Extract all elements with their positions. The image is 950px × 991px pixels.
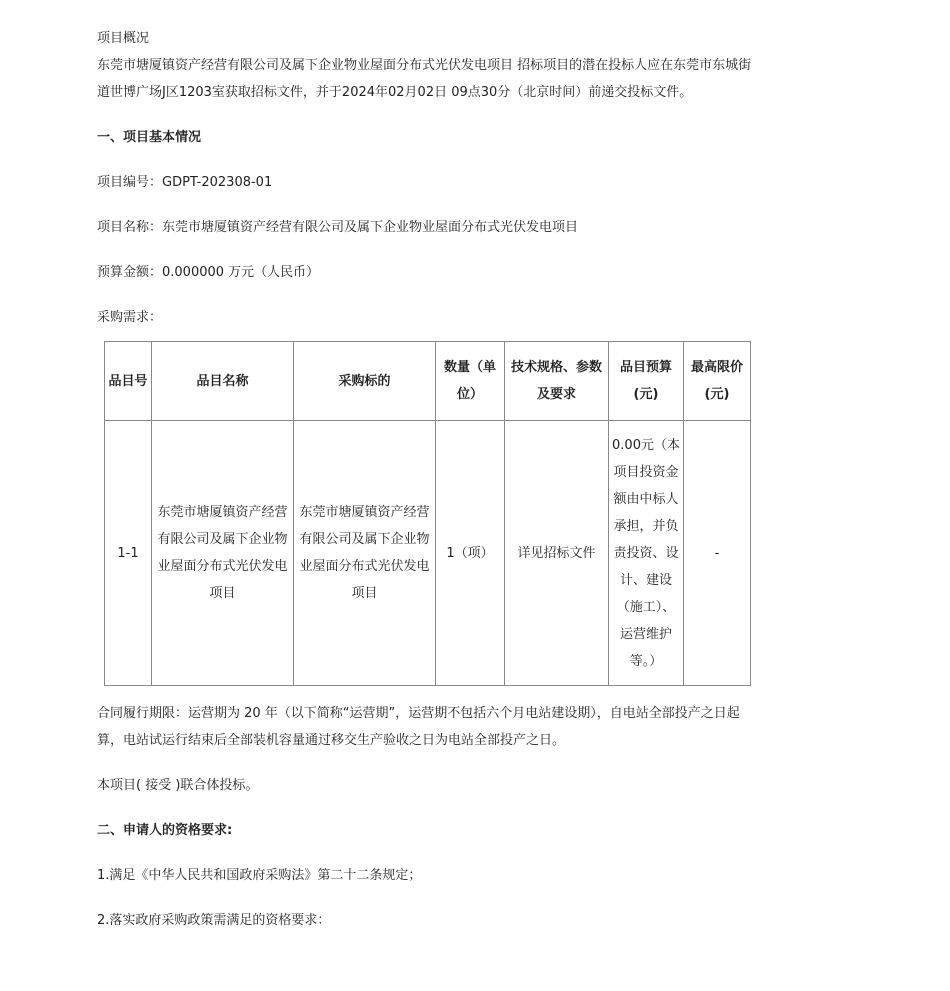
header-item-no: 品目号 (105, 342, 152, 421)
budget-amount: 预算金额：0.000000 万元（人民币） (97, 265, 320, 280)
cell-quantity: 1（项） (436, 421, 505, 686)
contract-period: 合同履行期限：运营期为 20 年（以下简称“运营期”，运营期不包括六个月电站建设期），自电站全部投产之日起算，电站试运行结束后全部装机容量通过移交生产验收之日为电站全部投产之日。 (97, 706, 740, 748)
header-quantity: 数量（单位） (436, 342, 505, 421)
table-row (105, 421, 751, 686)
header-item-name: 品目名称 (152, 342, 294, 421)
cell-item-no: 1-1 (105, 421, 152, 686)
procurement-demand-label: 采购需求： (97, 310, 163, 325)
cell-target: 东莞市塘厦镇资产经营有限公司及属下企业物业屋面分布式光伏发电项目 (294, 421, 436, 686)
project-number: 项目编号：GDPT-202308-01 (97, 175, 273, 190)
cell-item-name: 东莞市塘厦镇资产经营有限公司及属下企业物业屋面分布式光伏发电项目 (152, 421, 294, 686)
header-spec: 技术规格、参数及要求 (505, 342, 609, 421)
project-name: 项目名称：东莞市塘厦镇资产经营有限公司及属下企业物业屋面分布式光伏发电项目 (97, 220, 579, 235)
overview-text: 东莞市塘厦镇资产经营有限公司及属下企业物业屋面分布式光伏发电项目 招标项目的潜在投标人应在东莞市东城街道世博广场J区1203室获取招标文件，并于2024年02月02日 09点30分（北京时间）前递交投标文件。 (97, 58, 752, 100)
table-header-row (105, 342, 751, 421)
header-budget: 品目预算(元) (609, 342, 684, 421)
document-page (97, 25, 757, 934)
qualification-item-2: 2.落实政府采购政策需满足的资格要求： (97, 913, 331, 928)
cell-spec: 详见招标文件 (505, 421, 609, 686)
procurement-table (104, 341, 751, 686)
overview-heading: 项目概况 (97, 31, 150, 46)
section2-title: 二、申请人的资格要求: (97, 823, 233, 838)
header-limit: 最高限价(元) (684, 342, 751, 421)
header-target: 采购标的 (294, 342, 436, 421)
consortium-note: 本项目( 接受 )联合体投标。 (97, 778, 259, 793)
qualification-item-1: 1.满足《中华人民共和国政府采购法》第二十二条规定； (97, 868, 422, 883)
cell-budget: 0.00元（本项目投资金额由中标人承担，并负责投资、设计、建设（施工）、运营维护等。） (609, 421, 684, 686)
section1-title: 一、项目基本情况 (97, 130, 202, 145)
cell-limit: - (684, 421, 751, 686)
